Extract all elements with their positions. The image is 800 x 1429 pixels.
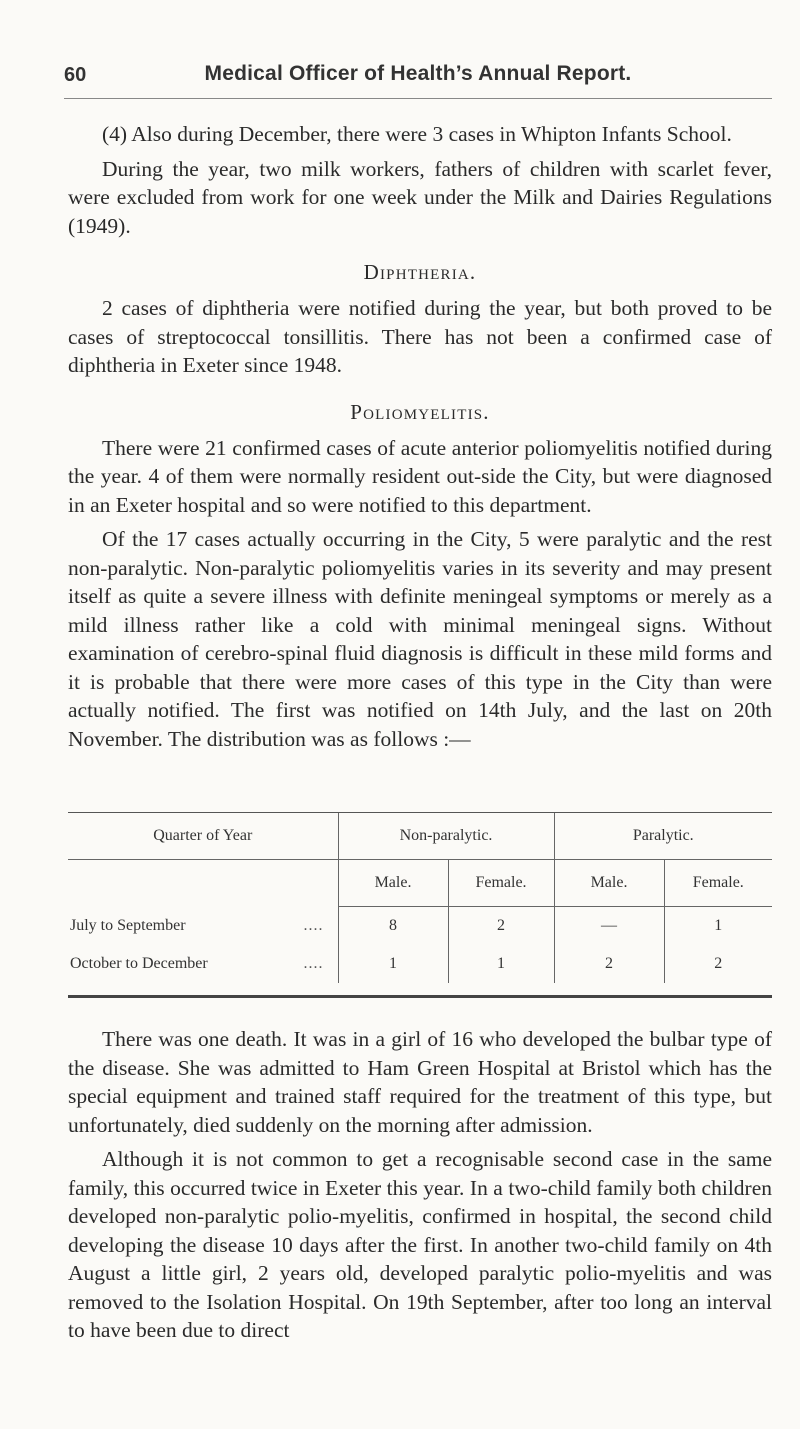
cell-p-female: 1 bbox=[664, 907, 772, 946]
header-non-paralytic: Non-paralytic. bbox=[338, 813, 554, 860]
row-quarter-label bbox=[68, 945, 338, 983]
table-row bbox=[68, 907, 772, 946]
header-paralytic: Paralytic. bbox=[554, 813, 772, 860]
cell-p-female: 2 bbox=[664, 945, 772, 983]
cell-p-male: 2 bbox=[554, 945, 664, 983]
second-case-paragraph: Although it is not common to get a recognisable second case in the same family, this occurred twice in Exeter this year. In a two-child family both children developed non-paralytic polio-myelitis, confirmed in hospital, the second child developing the disease 10 days after the first. In another two-child family on 4th August a little girl, 2 years old, developed paralytic polio-myelitis and was removed to the Isolation Hospital. On 19th September, after too long an interval to have been due to direct bbox=[68, 1147, 772, 1342]
death-paragraph: There was one death. It was in a girl of 16 who developed the bulbar type of the disease. She was admitted to Ham Green Hospital at Bristol which has the special equipment and trained staff required for the treatment of this type, but unfortunately, died suddenly on the morning after admission. bbox=[68, 1027, 772, 1137]
whipton-paragraph: (4) Also during December, there were 3 cases in Whipton Infants School. bbox=[102, 122, 732, 146]
row-quarter-label bbox=[68, 907, 338, 946]
header-quarter-of-year: Quarter of Year bbox=[68, 813, 338, 860]
diphtheria-heading: Diphtheria. bbox=[363, 260, 477, 284]
subheader-p-male: Male. bbox=[554, 860, 664, 907]
table-row bbox=[68, 945, 772, 983]
cell-np-male: 1 bbox=[338, 945, 448, 983]
milk-workers-paragraph: During the year, two milk workers, fathers of children with scarlet fever, were excluded from work for one week under the Milk and Dairies Regulations (1949). bbox=[68, 156, 772, 238]
distribution-table bbox=[68, 812, 772, 995]
subheader-np-male: Male. bbox=[338, 860, 448, 907]
cell-p-male: — bbox=[554, 907, 664, 946]
leader-dots: .... bbox=[303, 955, 324, 972]
poliomyelitis-heading: Poliomyelitis. bbox=[350, 399, 490, 424]
table-bottom-rule bbox=[68, 995, 772, 998]
distribution-table-wrapper bbox=[68, 812, 772, 998]
leader-dots: .... bbox=[303, 916, 324, 934]
page-number: 60 bbox=[64, 64, 87, 86]
cell-np-male: 8 bbox=[338, 907, 448, 946]
table-subheader-row bbox=[68, 860, 772, 907]
post-table-text bbox=[68, 1025, 772, 1345]
row-quarter-text: October to December bbox=[70, 955, 208, 972]
row-quarter-text: July to September bbox=[70, 916, 186, 934]
subheader-blank bbox=[68, 860, 338, 907]
subheader-np-female: Female. bbox=[448, 860, 554, 907]
table-header-row bbox=[68, 813, 772, 860]
diphtheria-paragraph: 2 cases of diphtheria were notified during the year, but both proved to be cases of streptococcal tonsillitis. There has not been a confirmed case of diphtheria in Exeter since 1948. bbox=[68, 296, 772, 377]
main-text bbox=[68, 120, 772, 753]
running-title: Medical Officer of Health’s Annual Report. bbox=[204, 62, 632, 85]
page-header bbox=[64, 58, 772, 99]
polio-distribution-paragraph: Of the 17 cases actually occurring in the City, 5 were paralytic and the rest non-paralytic. Non-paralytic poliomyelitis varies in its severity and may present itself as quite a severe illness with definite meningeal symptoms or merely as a mild illness rather like a cold with minimal meningeal signs. Without examination of cerebro-spinal fluid diagnosis is difficult in these mild forms and it is probable that there were more cases of this type in the City than were actually notified. The first was notified on 14th July, and the last on 20th November. The distribution was as follows :— bbox=[68, 527, 772, 751]
polio-notified-paragraph: There were 21 confirmed cases of acute anterior poliomyelitis notified during the year. 4 of them were normally resident out-side the City, but were diagnosed in an Exeter hospital and so were notified to this department. bbox=[68, 435, 772, 517]
cell-np-female: 1 bbox=[448, 945, 554, 983]
cell-np-female: 2 bbox=[448, 907, 554, 946]
subheader-p-female: Female. bbox=[664, 860, 772, 907]
